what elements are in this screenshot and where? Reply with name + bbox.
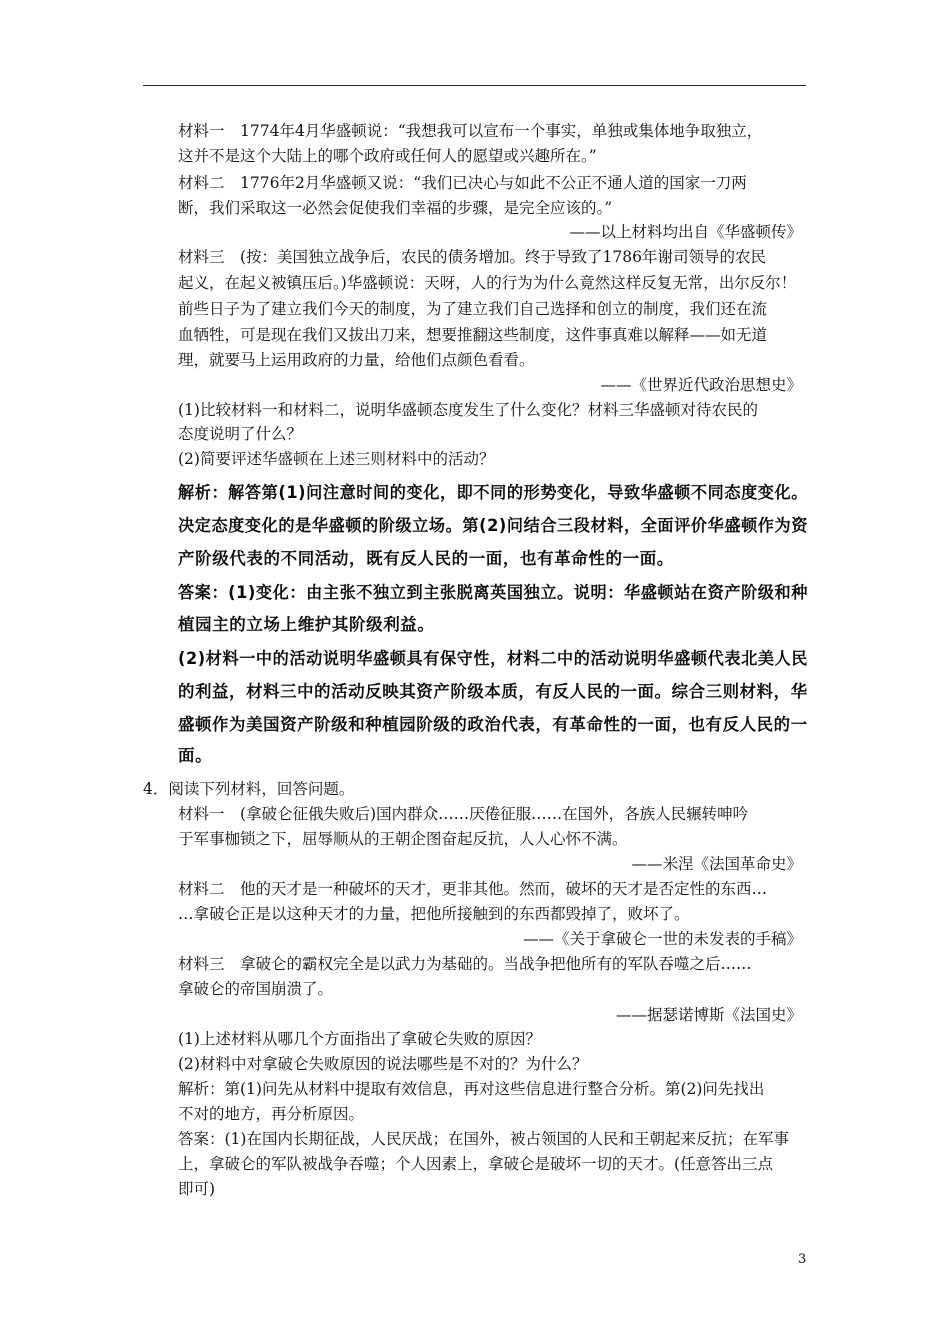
analysis-line: 解析：第(1)问先从材料中提取有效信息，再对这些信息进行整合分析。第(2)问先找出 bbox=[178, 1080, 765, 1098]
text-line: 材料二 1776年2月华盛顿又说：“我们已决心与如此不公正不通人道的国家一刀两 bbox=[178, 174, 747, 192]
text-line: 理，就要马上运用政府的力量，给他们点颜色看看。 bbox=[178, 351, 535, 369]
header-rule bbox=[143, 85, 806, 86]
text-line: 血牺牲，可是现在我们又拔出刀来，想要推翻这些制度，这件事真难以解释——如无道 bbox=[178, 326, 768, 344]
question-line: (2)材料中对拿破仑失败原因的说法哪些是不对的？为什么？ bbox=[178, 1055, 588, 1073]
analysis-line: 产阶级代表的不同活动，既有反人民的一面，也有革命性的一面。 bbox=[178, 549, 674, 568]
answer-line: 植园主的立场上维护其阶级利益。 bbox=[178, 615, 435, 634]
text-line: 材料一 1774年4月华盛顿说：“我想我可以宣布一个事实，单独或集体地争取独立， bbox=[178, 122, 763, 140]
answer-line: 答案：(1)变化：由主张不独立到主张脱离英国独立。说明：华盛顿站在资产阶级和种 bbox=[178, 583, 808, 602]
text-line: 材料二 他的天才是一种破坏的天才，更非其他。然而，破坏的天才是否定性的东西… bbox=[178, 880, 768, 898]
text-line: 这并不是这个大陆上的哪个政府或任何人的愿望或兴趣所在。” bbox=[178, 147, 597, 165]
source-citation: ——据瑟诺博斯《法国史》 bbox=[615, 1006, 802, 1024]
answer-line: (2)材料一中的活动说明华盛顿具有保守性，材料二中的活动说明华盛顿代表北美人民 bbox=[178, 649, 808, 668]
answer-line: 即可) bbox=[178, 1180, 216, 1198]
source-citation: ——米涅《法国革命史》 bbox=[631, 855, 802, 873]
question-line: 态度说明了什么？ bbox=[178, 425, 303, 443]
text-line: 前些日子为了建立我们今天的制度，为了建立我们自己选择和创立的制度，我们还在流 bbox=[178, 300, 768, 318]
text-line: 材料一 (拿破仑征俄失败后)国内群众……厌倦征服……在国外，各族人民辗转呻吟 bbox=[178, 805, 749, 823]
text-line: 断，我们采取这一必然会促使我们幸福的步骤，是完全应该的。” bbox=[178, 199, 613, 217]
text-line: 拿破仑的帝国崩溃了。 bbox=[178, 980, 334, 998]
answer-line: 上，拿破仑的军队被战争吞噬；个人因素上，拿破仑是破坏一切的天才。(任意答出三点 bbox=[178, 1155, 774, 1173]
answer-line: 答案：(1)在国内长期征战，人民厌战；在国外，被占领国的人民和王朝起来反抗；在军事 bbox=[178, 1130, 789, 1148]
question-line: (2)简要评述华盛顿在上述三则材料中的活动？ bbox=[178, 450, 495, 468]
question-heading: 4．阅读下列材料，回答问题。 bbox=[143, 780, 355, 798]
text-line: 起义，在起义被镇压后。)华盛顿说：天呀，人的行为为什么竟然这样反复无常，出尔反尔！ bbox=[178, 274, 797, 292]
text-line: 材料三 (按：美国独立战争后，农民的债务增加。终于导致了1786年谢司领导的农民 bbox=[178, 248, 766, 266]
source-citation: ——《世界近代政治思想史》 bbox=[600, 376, 802, 394]
answer-line: 盛顿作为美国资产阶级和种植园阶级的政治代表，有革命性的一面，也有反人民的一 bbox=[178, 715, 808, 734]
source-citation: ——以上材料均出自《华盛顿传》 bbox=[569, 223, 802, 241]
answer-line: 的利益，材料三中的活动反映其资产阶级本质，有反人民的一面。综合三则材料，华 bbox=[178, 682, 808, 701]
question-line: (1)上述材料从哪几个方面指出了拿破仑失败的原因？ bbox=[178, 1030, 541, 1048]
text-line: 材料三 拿破仑的霸权完全是以武力为基础的。当战争把他所有的军队吞噬之后…… bbox=[178, 955, 752, 973]
text-line: …拿破仑正是以这种天才的力量，把他所接触到的东西都毁掉了，败坏了。 bbox=[178, 905, 690, 923]
source-citation: ——《关于拿破仑一世的未发表的手稿》 bbox=[522, 930, 802, 948]
analysis-line: 决定态度变化的是华盛顿的阶级立场。第(2)问结合三段材料，全面评价华盛顿作为资 bbox=[178, 516, 808, 535]
analysis-line: 不对的地方，再分析原因。 bbox=[178, 1105, 365, 1123]
text-line: 于军事枷锁之下，屈辱顺从的王朝企图奋起反抗，人人心怀不满。 bbox=[178, 830, 628, 848]
answer-line: 面。 bbox=[178, 746, 213, 765]
question-line: (1)比较材料一和材料二，说明华盛顿态度发生了什么变化？材料三华盛顿对待农民的 bbox=[178, 401, 758, 419]
analysis-line: 解析：解答第(1)问注意时间的变化，即不同的形势变化，导致华盛顿不同态度变化。 bbox=[178, 483, 808, 502]
page-number: 3 bbox=[798, 1252, 807, 1267]
